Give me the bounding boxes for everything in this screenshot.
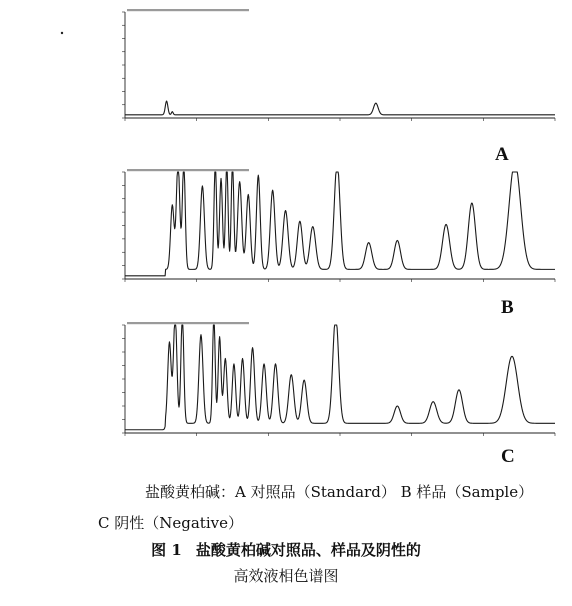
run-header-c — [127, 322, 249, 324]
figure-title — [0, 543, 572, 558]
run-header-a — [127, 9, 249, 11]
trace-b — [125, 172, 555, 276]
trace-c — [125, 325, 555, 430]
figure-title-line-2: 高效液相色谱图 — [233, 567, 339, 585]
panel-label-a: A — [495, 144, 509, 165]
run-header-b — [127, 169, 249, 171]
caption-legend-line-2: C 阴性（Negative） — [98, 514, 243, 532]
trace-a — [125, 101, 555, 115]
figure-title-line-1: 盐酸黄柏碱对照品、样品及阴性的 — [195, 541, 421, 559]
panel-label-c: C — [501, 446, 515, 467]
panel-label-b: B — [501, 297, 514, 318]
figure-number: 图 1 — [151, 541, 182, 559]
caption-legend-line-1: 盐酸黄柏碱：A 对照品（Standard） B 样品（Sample） — [145, 483, 534, 501]
stray-dot — [61, 32, 63, 34]
